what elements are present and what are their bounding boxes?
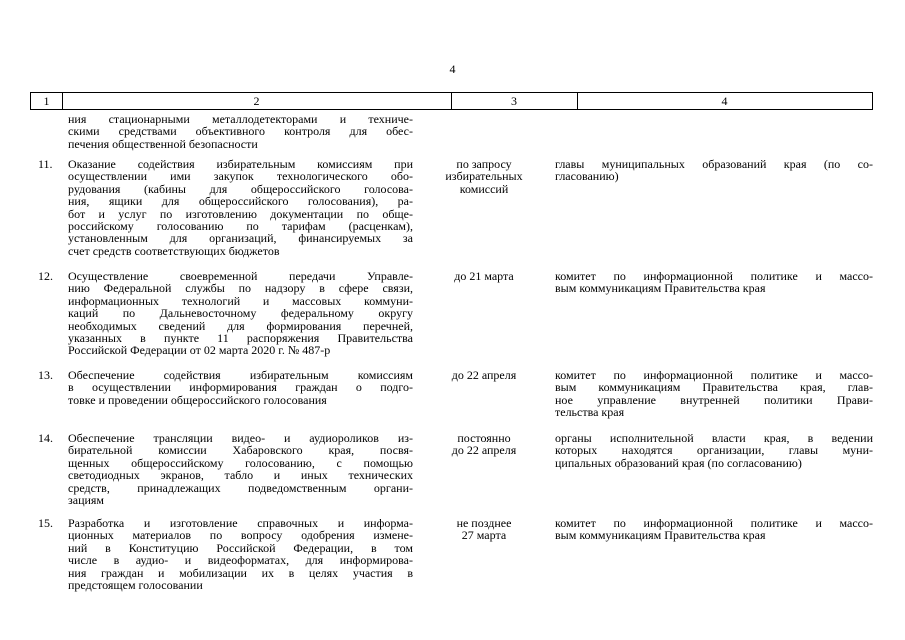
desc-line: Российской Федерации от 02 марта 2020 г. № 487-р — [68, 343, 331, 358]
exec-line: комитет по информационной политике и массо- — [555, 368, 873, 382]
desc-line: ния стационарными металлодетекторами и техниче- — [68, 112, 413, 126]
exec-line: ное управление внутренней политики Прави- — [555, 392, 873, 407]
exec-line: главы муниципальных образований края (по со- — [555, 157, 873, 171]
desc-line: светодиодных экранов, табло и иных технических — [68, 468, 413, 483]
desc-line: указанных в пункте 11 распоряжения Правительства — [68, 331, 413, 346]
row-13-term — [428, 369, 540, 381]
desc-line: ния граждан и мобилизации их в целях участия в — [68, 565, 413, 580]
row-11-description — [68, 158, 413, 257]
desc-line: товке и проведении общероссийского голосования — [68, 392, 327, 407]
desc-line: Разработка и изготовление справочных и информа- — [68, 516, 413, 530]
term-line: 27 марта — [461, 528, 507, 543]
desc-line: необходимых сведений для формирования перечней, — [68, 318, 413, 333]
desc-line: ционных материалов по вопросу одобрения измене- — [68, 528, 413, 543]
row-13-number: 13. — [38, 368, 53, 382]
row-11-term — [428, 158, 540, 195]
exec-line: ципальных образований края (по согласованию) — [555, 455, 802, 470]
desc-line: предстоящем голосовании — [68, 578, 203, 593]
row-12-description — [68, 270, 413, 357]
term-line: до 22 апреля — [451, 443, 517, 458]
continuation-description — [68, 113, 413, 150]
desc-line: числе в аудио- и видеоформатах, для информирова- — [68, 553, 413, 568]
desc-line: Обеспечение содействия избирательным комиссиям — [68, 368, 413, 382]
desc-line: Обеспечение трансляции видео- и аудиороликов из- — [68, 431, 413, 445]
desc-line: каций по Дальневосточному федеральному округу — [68, 306, 413, 321]
desc-line: Оказание содействия избирательным комиссиям при — [68, 157, 413, 171]
row-13-executor — [555, 369, 873, 419]
row-12-term — [428, 270, 540, 282]
desc-line: российскому голосованию по тарифам (расценкам), — [68, 219, 413, 234]
header-col-3: 3 — [451, 93, 578, 109]
term-line: до 21 марта — [454, 269, 514, 283]
desc-line: щенных общероссийскому голосованию, с помощью — [68, 455, 413, 470]
row-14-term — [428, 432, 540, 457]
exec-line: органы исполнительной власти края, в ведении — [555, 431, 873, 445]
exec-line: гласованию) — [555, 169, 619, 184]
desc-line: Осуществление своевременной передачи Управле- — [68, 269, 413, 283]
header-col-4: 4 — [721, 94, 728, 108]
desc-line: бирательной комиссии Хабаровского края, посвя- — [68, 443, 413, 458]
row-14-number: 14. — [38, 431, 53, 445]
term-line: комиссий — [459, 181, 509, 196]
exec-line: вым коммуникациям Правительства края — [555, 281, 766, 296]
row-14-executor — [555, 432, 873, 469]
header-col-1: 1 — [31, 93, 63, 109]
desc-line: ния, ящики для общероссийского голосования), ра- — [68, 194, 413, 209]
desc-line: информационных технологий и массовых коммуни- — [68, 293, 413, 308]
term-line: до 22 апреля — [451, 368, 517, 382]
row-14-description — [68, 432, 413, 506]
page-number: 4 — [449, 62, 456, 76]
desc-line: зациям — [68, 493, 105, 508]
term-line: постоянно — [457, 431, 511, 445]
exec-line: тельства края — [555, 405, 625, 420]
header-col-2: 2 — [62, 93, 452, 109]
desc-line: печения общественной безопасности — [68, 136, 258, 151]
term-line: по запросу — [456, 157, 512, 171]
desc-line: рудования (кабины для общероссийского голосова- — [68, 181, 413, 196]
row-15-description — [68, 517, 413, 591]
exec-line: комитет по информационной политике и массо- — [555, 516, 873, 530]
desc-line: установленным для организаций, финансируемых за — [68, 231, 413, 246]
row-15-executor — [555, 517, 873, 542]
desc-line: осуществлении ими закупок технологического обо- — [68, 169, 413, 184]
row-12-executor — [555, 270, 873, 295]
desc-line: бот и услуг по изготовлению документации по обще- — [68, 206, 413, 221]
row-15-number: 15. — [38, 516, 53, 530]
desc-line: нию Федеральной службы по надзору в сфере связи, — [68, 281, 413, 296]
exec-line: которых находятся организации, главы муни- — [555, 443, 873, 458]
term-line: избирательных — [445, 169, 523, 184]
row-11-executor — [555, 158, 873, 183]
exec-line: комитет по информационной политике и массо- — [555, 269, 873, 283]
row-15-term — [428, 517, 540, 542]
exec-line: вым коммуникациям Правительства края, глав- — [555, 380, 873, 395]
row-13-description — [68, 369, 413, 406]
desc-line: ний в Конституцию Российской Федерации, в том — [68, 540, 413, 555]
desc-line: скими средствами объективного контроля для обес- — [68, 124, 413, 139]
row-11-number: 11. — [38, 157, 53, 171]
table-header-row — [30, 92, 873, 110]
term-line: не позднее — [456, 516, 512, 530]
desc-line: средств, принадлежащих подведомственным органи- — [68, 480, 413, 495]
desc-line: счет средств соответствующих бюджетов — [68, 243, 280, 258]
row-12-number: 12. — [38, 269, 53, 283]
desc-line: в осуществлении информирования граждан о подго- — [68, 380, 413, 395]
exec-line: вым коммуникациям Правительства края — [555, 528, 766, 543]
